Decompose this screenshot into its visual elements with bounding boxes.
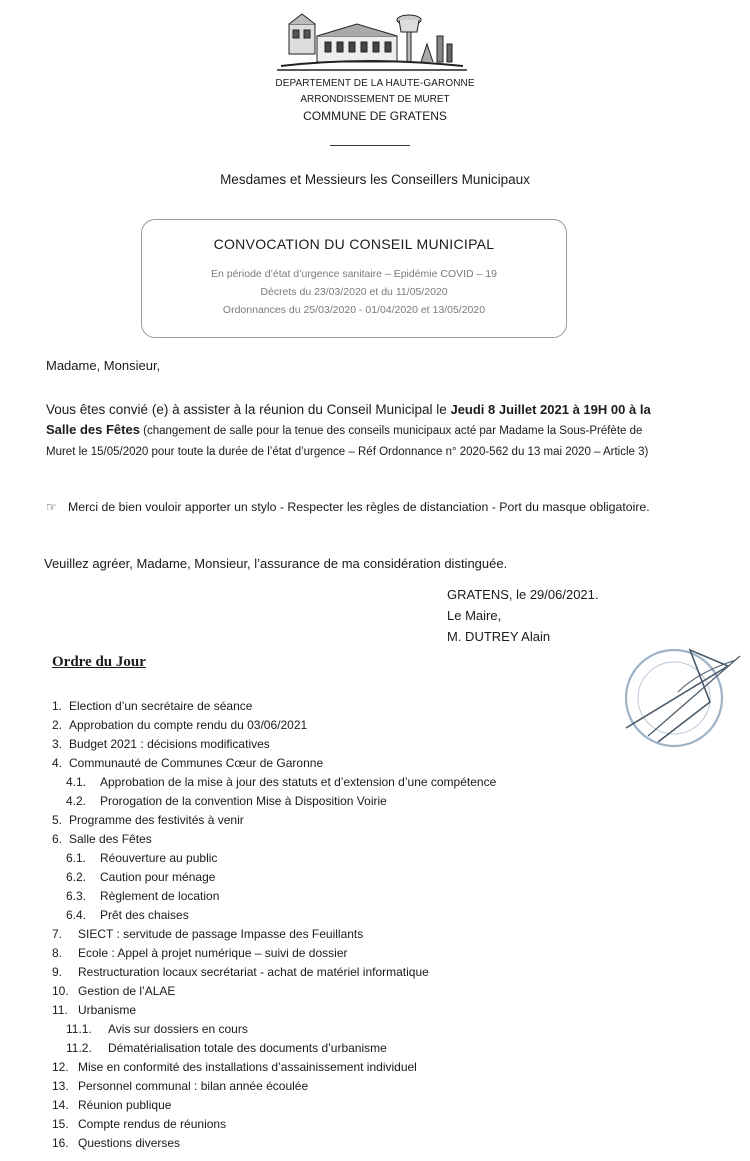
agenda-item-text: Réouverture au public <box>100 851 218 865</box>
commune-logo <box>277 10 467 78</box>
commune-name: COMMUNE DE GRATENS <box>303 109 447 123</box>
department-line: DEPARTEMENT DE LA HAUTE-GARONNE <box>275 78 475 89</box>
agenda-item-number: 11.1. <box>66 1022 92 1036</box>
agenda-item-number: 3. <box>52 737 63 751</box>
addressee: Mesdames et Messieurs les Conseillers Municipaux <box>220 172 530 187</box>
agenda-item-number: 1. <box>52 699 63 713</box>
signature-name: M. DUTREY Alain <box>447 629 551 644</box>
agenda-item-text: Salle des Fêtes <box>69 832 152 846</box>
invitation-details: (changement de salle pour la tenue des conseils municipaux acté par Madame la Sous-Préfète de Muret le 15/05/2020 pour toute la durée de l’état d’urgence – Réf Ordonnance n° 2020-562 du 13 mai 2020 – Article 3) <box>46 425 649 458</box>
convocation-subline-1: En période d’état d’urgence sanitaire – Epidémie COVID – 19 <box>210 268 497 280</box>
agenda-item-number: 6. <box>52 832 63 846</box>
agenda-item-text: Budget 2021 : décisions modificatives <box>69 737 270 751</box>
note-text: Merci de bien vouloir apporter un stylo - Respecter les règles de distanciation - Port du masque obligatoire. <box>68 500 650 514</box>
agenda-item-number: 6.1. <box>66 851 87 865</box>
agenda-item-text: Approbation du compte rendu du 03/06/2021 <box>69 718 308 732</box>
agenda-item-number: 4.2. <box>66 794 87 808</box>
agenda-item-text: Questions diverses <box>78 1136 181 1150</box>
agenda-item-text: Réunion publique <box>78 1098 172 1112</box>
invitation-place: à la Salle des Fêtes <box>46 402 651 437</box>
convocation-subline-2: Décrets du 23/03/2020 et du 11/05/2020 <box>260 286 448 298</box>
closing-formula: Veuillez agréer, Madame, Monsieur, l’assurance de ma considération distinguée. <box>44 556 508 571</box>
agenda-item-number: 16. <box>52 1136 69 1150</box>
agenda-item-number: 4. <box>52 756 63 770</box>
agenda-item-number: 6.4. <box>66 908 87 922</box>
agenda-item-text: Urbanisme <box>78 1003 137 1017</box>
agenda-item-text: Communauté de Communes Cœur de Garonne <box>69 756 324 770</box>
agenda-item-number: 4.1. <box>66 775 87 789</box>
invitation-prefix: Vous êtes convié (e) à assister à la réunion du Conseil Municipal le <box>46 402 451 417</box>
invitation-paragraph <box>46 400 668 462</box>
pointing-hand-icon: ☞ <box>46 500 57 514</box>
agenda-item-number: 9. <box>52 965 63 979</box>
salutation: Madame, Monsieur, <box>46 358 161 373</box>
agenda-title: Ordre du Jour <box>52 654 146 670</box>
agenda-item-text: Règlement de location <box>100 889 220 903</box>
agenda-item-text: Gestion de l’ALAE <box>78 984 176 998</box>
agenda-item-number: 10. <box>52 984 69 998</box>
agenda-item-number: 11.2. <box>66 1041 92 1055</box>
agenda-item-text: Compte rendus de réunions <box>78 1117 227 1131</box>
practical-note <box>46 498 668 516</box>
agenda-item-text: Caution pour ménage <box>100 870 216 884</box>
convocation-box <box>141 219 567 338</box>
agenda-item-text: Prorogation de la convention Mise à Disposition Voirie <box>100 794 387 808</box>
agenda-item-text: Restructuration locaux secrétariat - achat de matériel informatique <box>78 965 429 979</box>
signature-role: Le Maire, <box>447 608 502 623</box>
convocation-title: CONVOCATION DU CONSEIL MUNICIPAL <box>213 236 495 252</box>
agenda-item-number: 15. <box>52 1117 69 1131</box>
agenda-item-number: 6.3. <box>66 889 87 903</box>
header-divider <box>330 145 410 146</box>
mairie-stamp-signature <box>618 632 744 754</box>
arrondissement-line: ARRONDISSEMENT DE MURET <box>300 94 450 105</box>
agenda-item-text: Approbation de la mise à jour des statuts et d’extension d’une compétence <box>100 775 497 789</box>
agenda-item-text: Dématérialisation totale des documents d’urbanisme <box>108 1041 387 1055</box>
agenda-item-text: Election d’un secrétaire de séance <box>69 699 253 713</box>
agenda-item-text: Avis sur dossiers en cours <box>108 1022 248 1036</box>
agenda-item-number: 8. <box>52 946 63 960</box>
agenda-item-number: 11. <box>52 1003 68 1017</box>
agenda-item-text: Mise en conformité des installations d’assainissement individuel <box>78 1060 417 1074</box>
agenda-item-number: 2. <box>52 718 63 732</box>
convocation-subline-3: Ordonnances du 25/03/2020 - 01/04/2020 et 13/05/2020 <box>222 304 486 316</box>
signature-place-date: GRATENS, le 29/06/2021. <box>447 587 599 602</box>
agenda-item-number: 7. <box>52 927 63 941</box>
agenda-item-number: 14. <box>52 1098 69 1112</box>
agenda-item-number: 5. <box>52 813 63 827</box>
agenda-item-number: 12. <box>52 1060 69 1074</box>
agenda-item-number: 6.2. <box>66 870 87 884</box>
agenda-item-text: Programme des festivités à venir <box>69 813 244 827</box>
agenda-item-text: Ecole : Appel à projet numérique – suivi de dossier <box>78 946 348 960</box>
invitation-date: Jeudi 8 Juillet 2021 à 19H 00 <box>450 402 626 417</box>
agenda-item-text: Personnel communal : bilan année écoulée <box>78 1079 309 1093</box>
agenda-item-number: 13. <box>52 1079 69 1093</box>
agenda-item-text: SIECT : servitude de passage Impasse des Feuillants <box>78 927 364 941</box>
agenda-item-text: Prêt des chaises <box>100 908 189 922</box>
